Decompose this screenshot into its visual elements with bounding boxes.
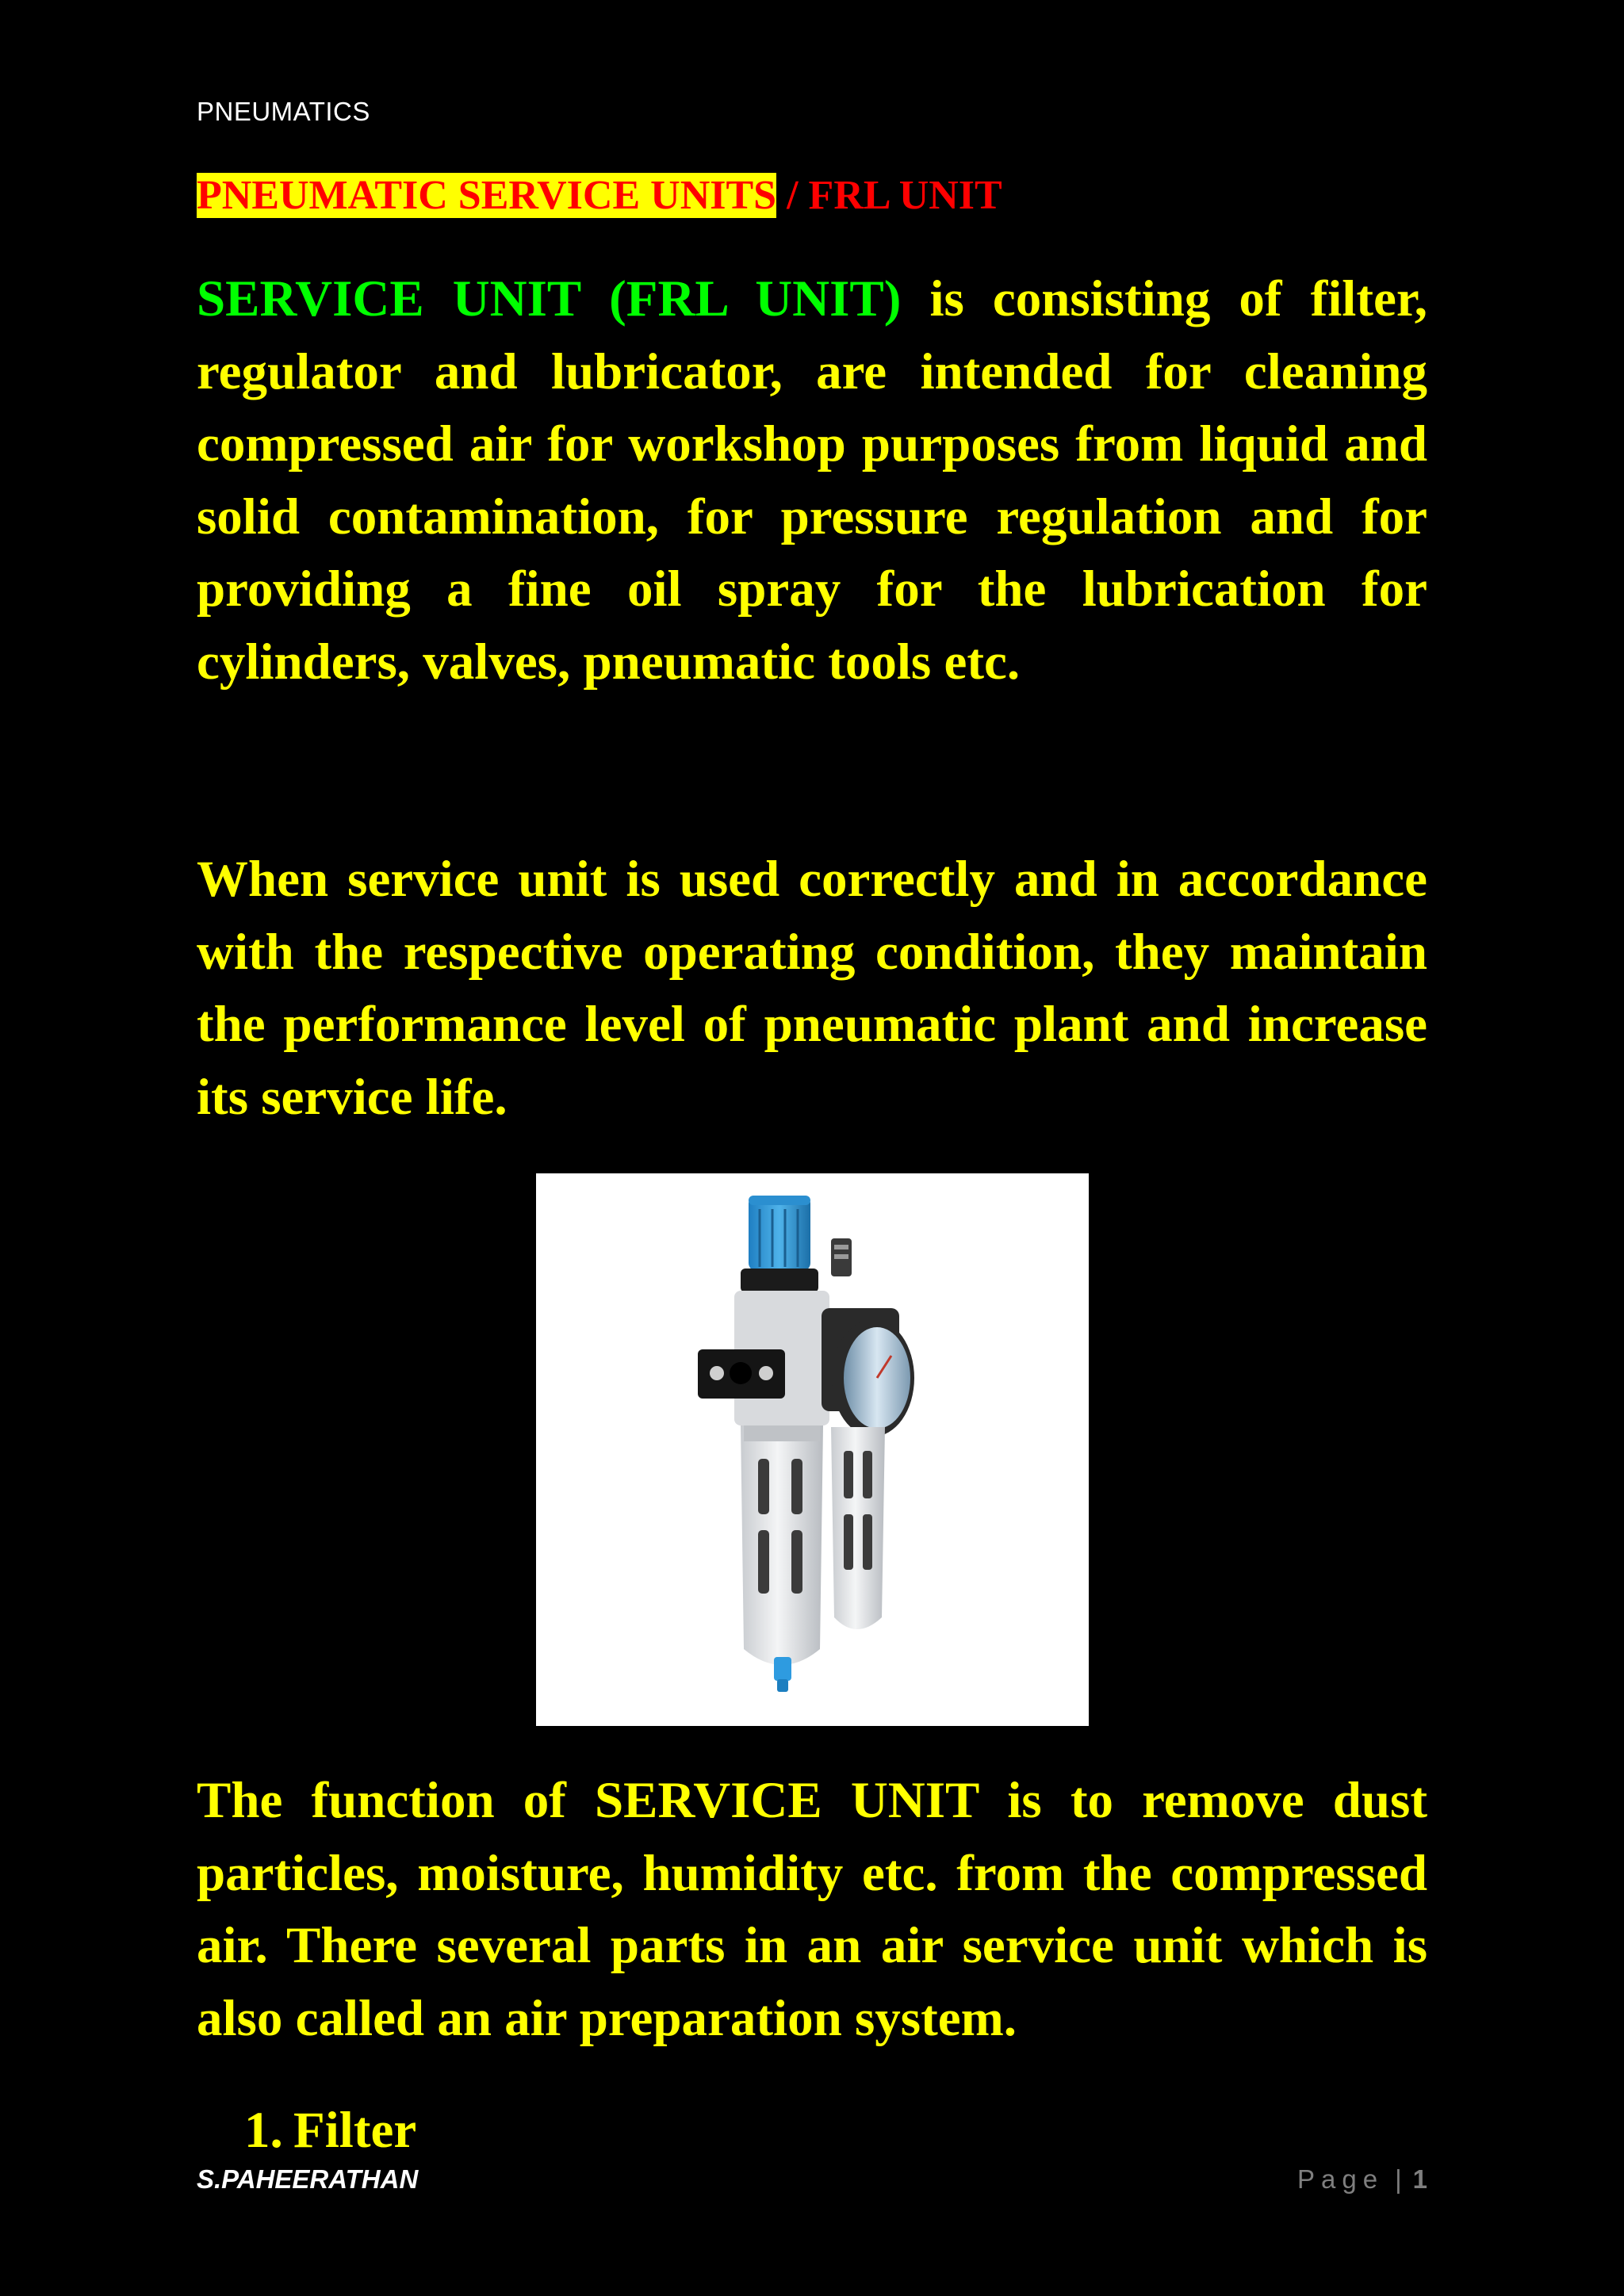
intro-lead: SERVICE UNIT (FRL UNIT) bbox=[197, 270, 902, 327]
usage-paragraph: When service unit is used correctly and in accordance with the respective operating condition, they maintain the performance level of pneumatic plant and increase its service life. bbox=[197, 851, 1427, 1126]
intro-paragraph bbox=[197, 263, 1427, 698]
footer-separator: | bbox=[1395, 2164, 1402, 2194]
footer-page-word: Page bbox=[1297, 2164, 1385, 2194]
intro-text: is consisting of filter, regulator and lubricator, are intended for cleaning compressed air for workshop purposes from liquid and solid contamination, for pressure regulation and for providing a fine oil spray for the lubrication for cylinders, valves, pneumatic tools etc. bbox=[197, 270, 1427, 691]
page-title bbox=[197, 168, 1002, 224]
title-rest: / FRL UNIT bbox=[776, 173, 1002, 218]
footer-author: S.PAHEERATHAN bbox=[197, 2164, 419, 2194]
list-item-number: 1. bbox=[244, 2102, 283, 2159]
frl-unit-illustration bbox=[536, 1173, 1089, 1726]
footer-page-number bbox=[1297, 2164, 1427, 2195]
function-paragraph: The function of SERVICE UNIT is to remove dust particles, moisture, humidity etc. from the compressed air. There several parts in an air service unit which is also called an air preparation system. bbox=[197, 1772, 1427, 2047]
frl-unit-image bbox=[536, 1173, 1089, 1726]
title-highlighted: PNEUMATIC SERVICE UNITS bbox=[197, 173, 777, 218]
footer-page-value: 1 bbox=[1412, 2164, 1427, 2194]
running-header: PNEUMATICS bbox=[197, 97, 370, 126]
list-item-label: Filter bbox=[293, 2102, 417, 2159]
list-item bbox=[244, 2095, 416, 2166]
